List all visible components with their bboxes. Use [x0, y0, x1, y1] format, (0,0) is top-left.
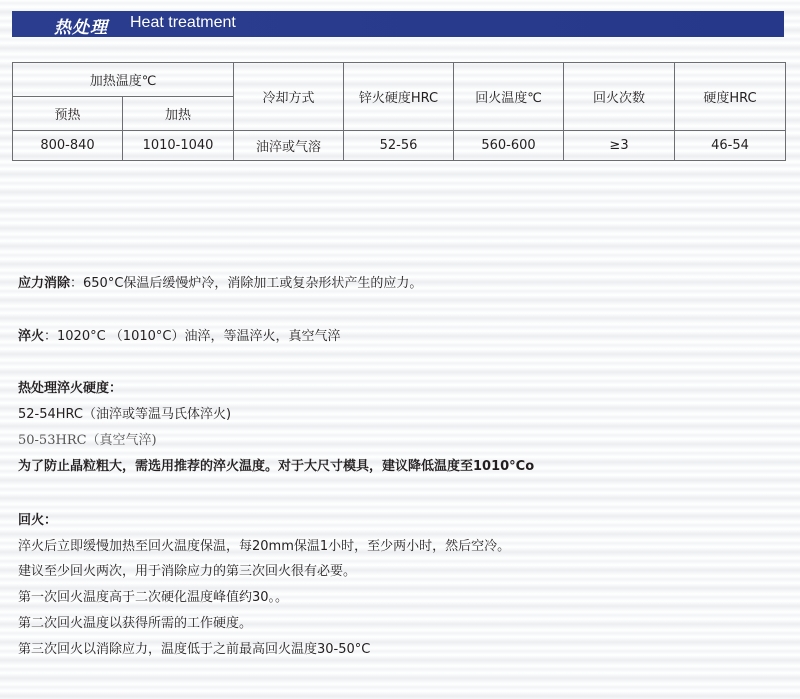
- cooling-cell: 油淬或气溶: [234, 131, 344, 161]
- stress-relief-paragraph: [18, 272, 422, 291]
- section-subtitle: Heat treatment: [130, 14, 236, 31]
- temper-line: 第三次回火以消除应力，温度低于之前最高回火温度30-50°C: [18, 642, 371, 657]
- hardness-heading: 热处理淬火硬度：: [18, 381, 123, 396]
- temper-line: 建议至少回火两次，用于消除应力的第三次回火很有必要。: [18, 564, 357, 579]
- temper-line: 淬火后立即缓慢加热至回火温度保温，每20mm保温1小时，至少两小时，然后空冷。: [18, 539, 511, 554]
- table-row: [13, 131, 786, 161]
- cooling-method-header: 冷却方式: [234, 63, 344, 131]
- temper-times-header: 回火次数: [564, 63, 675, 131]
- section-header-bar: [12, 11, 784, 37]
- temper-line: 第一次回火温度高于二次硬化温度峰值约30。。: [18, 590, 289, 605]
- hardness-line-vacuum: 50-53HRC（真空气淬): [18, 433, 157, 448]
- heat-treatment-table: [12, 62, 786, 161]
- quench-text: ：1020°C （1010°C）油淬，等温淬火，真空气淬: [44, 329, 341, 344]
- grain-note: 为了防止晶粒粗大，需选用推荐的淬火温度。对于大尺寸模具，建议降低温度至1010°Co: [18, 459, 535, 474]
- heating-temp-header: 加热温度℃: [13, 63, 234, 97]
- heating-cell: 1010-1040: [123, 131, 234, 161]
- stress-relief-label: 应力消除: [18, 276, 71, 291]
- temper-temp-cell: 560-600: [454, 131, 564, 161]
- quench-paragraph: [18, 325, 340, 344]
- quench-hardness-cell: 52-56: [344, 131, 454, 161]
- quench-label: 淬火: [18, 329, 45, 344]
- table-header-row: [13, 63, 786, 97]
- quench-hardness-header: 锌火硬度HRC: [344, 63, 454, 131]
- hardness-cell: 46-54: [675, 131, 786, 161]
- preheat-header: 预热: [13, 97, 123, 131]
- temper-line: 第二次回火温度以获得所需的工作硬度。: [18, 616, 253, 631]
- heating-header: 加热: [123, 97, 234, 131]
- preheat-cell: 800-840: [13, 131, 123, 161]
- hardness-line-oil: 52-54HRC（油淬或等温马氏体淬火): [18, 407, 232, 422]
- section-title: 热处理: [54, 18, 108, 38]
- hardness-header: 硬度HRC: [675, 63, 786, 131]
- temper-heading: 回火：: [18, 513, 58, 528]
- temper-times-cell: ≥3: [564, 131, 675, 161]
- stress-relief-text: ：650°C保温后缓慢炉冷，消除加工或复杂形状产生的应力。: [70, 276, 423, 291]
- temper-temp-header: 回火温度℃: [454, 63, 564, 131]
